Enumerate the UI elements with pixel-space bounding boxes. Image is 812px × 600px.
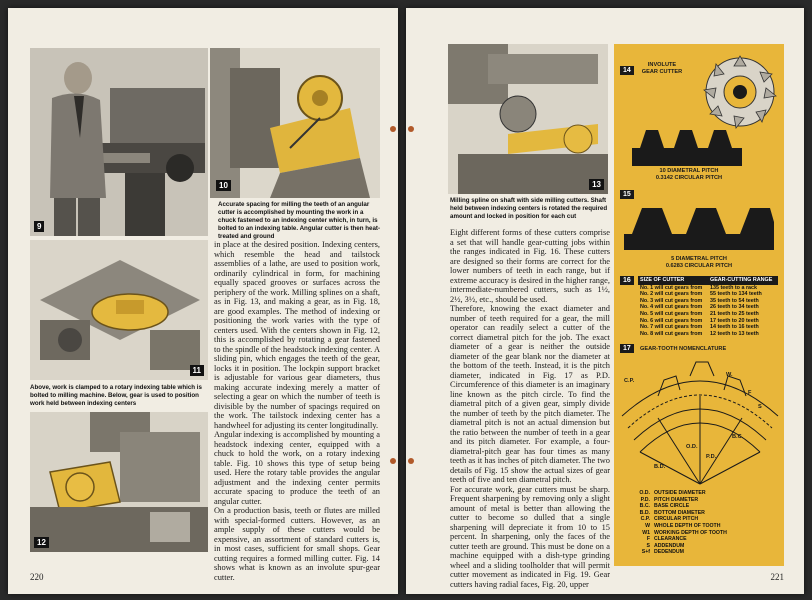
fig-14-pitch-a: 10 DIAMETRAL PITCH xyxy=(659,168,719,174)
table-cell: No. 2 will cut gears from xyxy=(640,291,703,298)
binding-hole xyxy=(390,458,396,464)
fig-15-pitch-b: 0.6283 CIRCULAR PITCH xyxy=(665,263,733,269)
fig-9-number: 9 xyxy=(34,221,44,232)
fig-15-number: 15 xyxy=(620,190,634,199)
fig-13-photo xyxy=(448,44,608,194)
left-body-text: in place at the desired position. Indexing centers, which resemble the head and tailstock assemblies of a lathe, are used to position work, ordinarily cylindrical in form, for machining equally spaced grooves or surfaces across the periphery of the work. Milling splines on a shaft, as in Fig. 13, and making a gear, as in Fig. 18, are good examples. The method of indexing or positioning the work varies with the type of centers used. With the centers shown in Fig. 12, this is accomplished by rotating a gear fastened to the spindle of the headstock indexing center. A sliding pin, which engages the teeth of the gear, locks it in position. The lockpin support bracket is adjustable for various gear diameters, thus making accurate indexing merely a matter of selecting a gear on which the number of teeth is divisible by the number of spacings required on the work. The tailstock indexing center has a handwheel for adjusting its center longitudinally. Angular indexing is accomplished by mounting a headstock indexing center, equipped with a chuck to hold the work, on a rotary indexing table. Fig. 10 shows this type of setup being used. Here the rotary table provides the angular adjustment and the indexing center permits accurate spacing to produce the teeth of an angular cutter. On a production basis, teeth or flutes are milled with special-formed cutters. However, as an ample supply of these cutters would be expensive, an assortment of standard cutters is, in most cases, sufficient for small shops. Gear cutting requires a formed milling cutter. Fig. 14 shows what is known as an involute spur-gear cutter. xyxy=(214,240,380,582)
fig-10-photo xyxy=(210,48,380,198)
fig-11-photo xyxy=(30,240,208,380)
fig-14-pitch-b: 0.3142 CIRCULAR PITCH xyxy=(655,175,723,181)
table-cell: 26 teeth to 34 teeth xyxy=(710,304,759,311)
table-row xyxy=(638,311,778,318)
cutter-range-table xyxy=(638,276,778,337)
label-s: S xyxy=(758,404,762,410)
fig-10-number: 10 xyxy=(216,180,231,191)
legend-item: W WHOLE DEPTH OF TOOTH xyxy=(645,522,721,529)
label-pd: P.D. xyxy=(706,454,717,460)
table-header: GEAR-CUTTING RANGE xyxy=(708,276,778,285)
legend-item: B.C. BASE CIRCLE xyxy=(639,503,690,510)
label-bc: B.C. xyxy=(732,434,744,440)
fig-14-number: 14 xyxy=(620,66,634,75)
table-cell: No. 5 will cut gears from xyxy=(640,310,703,317)
table-cell: No. 7 will cut gears from xyxy=(640,324,703,331)
fig-9-photo xyxy=(30,48,208,236)
table-cell: 17 teeth to 20 teeth xyxy=(710,317,759,324)
table-row xyxy=(638,298,778,305)
indexing-centers-illustration xyxy=(30,412,208,552)
table-cell: No. 1 will cut gears from xyxy=(640,284,703,291)
table-cell: 14 teeth to 16 teeth xyxy=(710,324,759,331)
fig-13-caption: Milling spline on shaft with side milling cutters. Shaft held between indexing centers is rotated the required amount and locked in position for each cut xyxy=(450,197,608,220)
label-w: W. xyxy=(726,372,733,378)
fig-14-title: INVOLUTE GEAR CUTTER xyxy=(641,62,683,75)
fig-12-number: 12 xyxy=(34,537,49,548)
table-cell: 21 teeth to 25 teeth xyxy=(710,310,759,317)
fig-17-number: 17 xyxy=(620,344,634,353)
machinist-illustration xyxy=(30,48,208,236)
five-pitch-teeth-drawing xyxy=(624,204,774,250)
table-row xyxy=(638,331,778,338)
legend-item: B.D. BOTTOM DIAMETER xyxy=(639,509,705,516)
table-row xyxy=(638,291,778,298)
label-f: F xyxy=(748,390,752,396)
right-body-text: Eight different forms of these cutters comprise a set that will handle gear-cutting jobs within the ranges indicated in Fig. 16. These cutters are designed so their forms are correct for the lower numbers of teeth in each range, but if extreme accuracy is desired in the higher range, intermediate-numbered cutters, such as 1½, 2½, 3½, etc., should be used. Therefore, knowing the exact diameter and number of teeth required for a gear, the mill operator can readily select a cutter of the correct diametral pitch for the job. The exact diameter of a gear is neither the outside diameter of the gear blank nor the diameter at the bottom of the teeth. Instead, it is the pitch diameter, indicated in Fig. 17 as P.D. Circumference of this diameter is an imaginary line known as the pitch circle. To find the diametral pitch of a given gear, simply divide the number of teeth by the pitch diameter. The diametral pitch is not an actual dimension but the ratio between the number of teeth in a gear and its pitch diameter. For example, a four-diametral-pitch gear has four times as many teeth as it has inches of pitch diameter. The two details of Fig. 15 show the actual sizes of gear teeth of five and ten diametral pitch. For accurate work, gear cutters must be sharp. Frequent sharpening by removing only a slight amount of metal is better than allowing the cutter to become so dulled that a single sharpening will depreciate it from 10 to 15 percent. In sharpening, only the faces of the cutter teeth are ground. This must be done on a machine equipped with a dish-type grinding wheel and a sliding toolholder that will permit cutter movement as indicated in Fig. 19. Gear cutters having radial faces, Fig. 20, upper xyxy=(450,228,610,589)
binding-hole xyxy=(408,126,414,132)
table-cell: No. 8 will cut gears from xyxy=(640,330,703,337)
fig-11-number: 11 xyxy=(190,365,204,376)
table-row xyxy=(638,304,778,311)
label-cp: C.P. xyxy=(624,378,635,384)
legend-item: O.D. OUTSIDE DIAMETER xyxy=(639,490,706,496)
table-row xyxy=(638,324,778,331)
spline-milling-illustration xyxy=(448,44,608,194)
legend-item: S ADDENDUM xyxy=(646,542,685,549)
fig-11-caption: Above, work is clamped to a rotary indexing table which is bolted to milling machine. Below, gear is used to position work held between indexing centers xyxy=(30,384,202,407)
table-cell: 35 teeth to 54 teeth xyxy=(710,297,759,304)
legend-item: C.P. CIRCULAR PITCH xyxy=(640,516,699,523)
table-row xyxy=(638,285,778,292)
legend-item: S+f DEDENDUM xyxy=(641,549,684,556)
legend-item: P.D. PITCH DIAMETER xyxy=(640,496,699,503)
table-cell: No. 4 will cut gears from xyxy=(640,304,703,311)
table-cell: 55 teeth to 134 teeth xyxy=(710,291,762,298)
binding-hole xyxy=(408,458,414,464)
binding-hole xyxy=(390,126,396,132)
legend-item: W1 WORKING DEPTH OF TOOTH xyxy=(642,529,727,536)
gear-nomenclature-diagram xyxy=(618,356,782,486)
legend-item: F CLEARANCE xyxy=(646,536,687,543)
left-page xyxy=(8,8,398,594)
table-header: SIZE OF CUTTER xyxy=(638,276,708,285)
page-number-right: 221 xyxy=(770,572,784,582)
table-cell: 12 teeth to 13 teeth xyxy=(710,330,759,337)
fig-16-number: 16 xyxy=(620,276,634,285)
involute-cutter-drawing xyxy=(700,52,780,132)
gear-panel xyxy=(614,44,784,566)
label-bd: B.D. xyxy=(654,464,666,470)
table-cell: 135 teeth to a rack xyxy=(710,284,758,291)
fig-15-pitch-a: 5 DIAMETRAL PITCH xyxy=(671,256,727,262)
ten-pitch-teeth-drawing xyxy=(632,126,742,166)
right-page xyxy=(406,8,804,594)
fig-10-caption: Accurate spacing for milling the teeth of an angular cutter is accomplished by mounting the work in a chuck fastened to an indexing center which, in turn, is bolted to an indexing table. Angular cutter is then heat-treated and ground xyxy=(218,201,381,240)
rotary-table-illustration xyxy=(30,240,208,380)
fig-12-photo xyxy=(30,412,208,552)
table-cell: No. 3 will cut gears from xyxy=(640,297,703,304)
table-row xyxy=(638,318,778,325)
fig-17-title: GEAR-TOOTH NOMENCLATURE xyxy=(640,346,727,352)
indexing-table-illustration xyxy=(210,48,380,198)
fig-13-number: 13 xyxy=(589,179,604,190)
nomenclature-legend xyxy=(628,490,778,556)
table-cell: No. 6 will cut gears from xyxy=(640,317,703,324)
label-od: O.D. xyxy=(686,444,698,450)
page-number-left: 220 xyxy=(30,572,44,582)
